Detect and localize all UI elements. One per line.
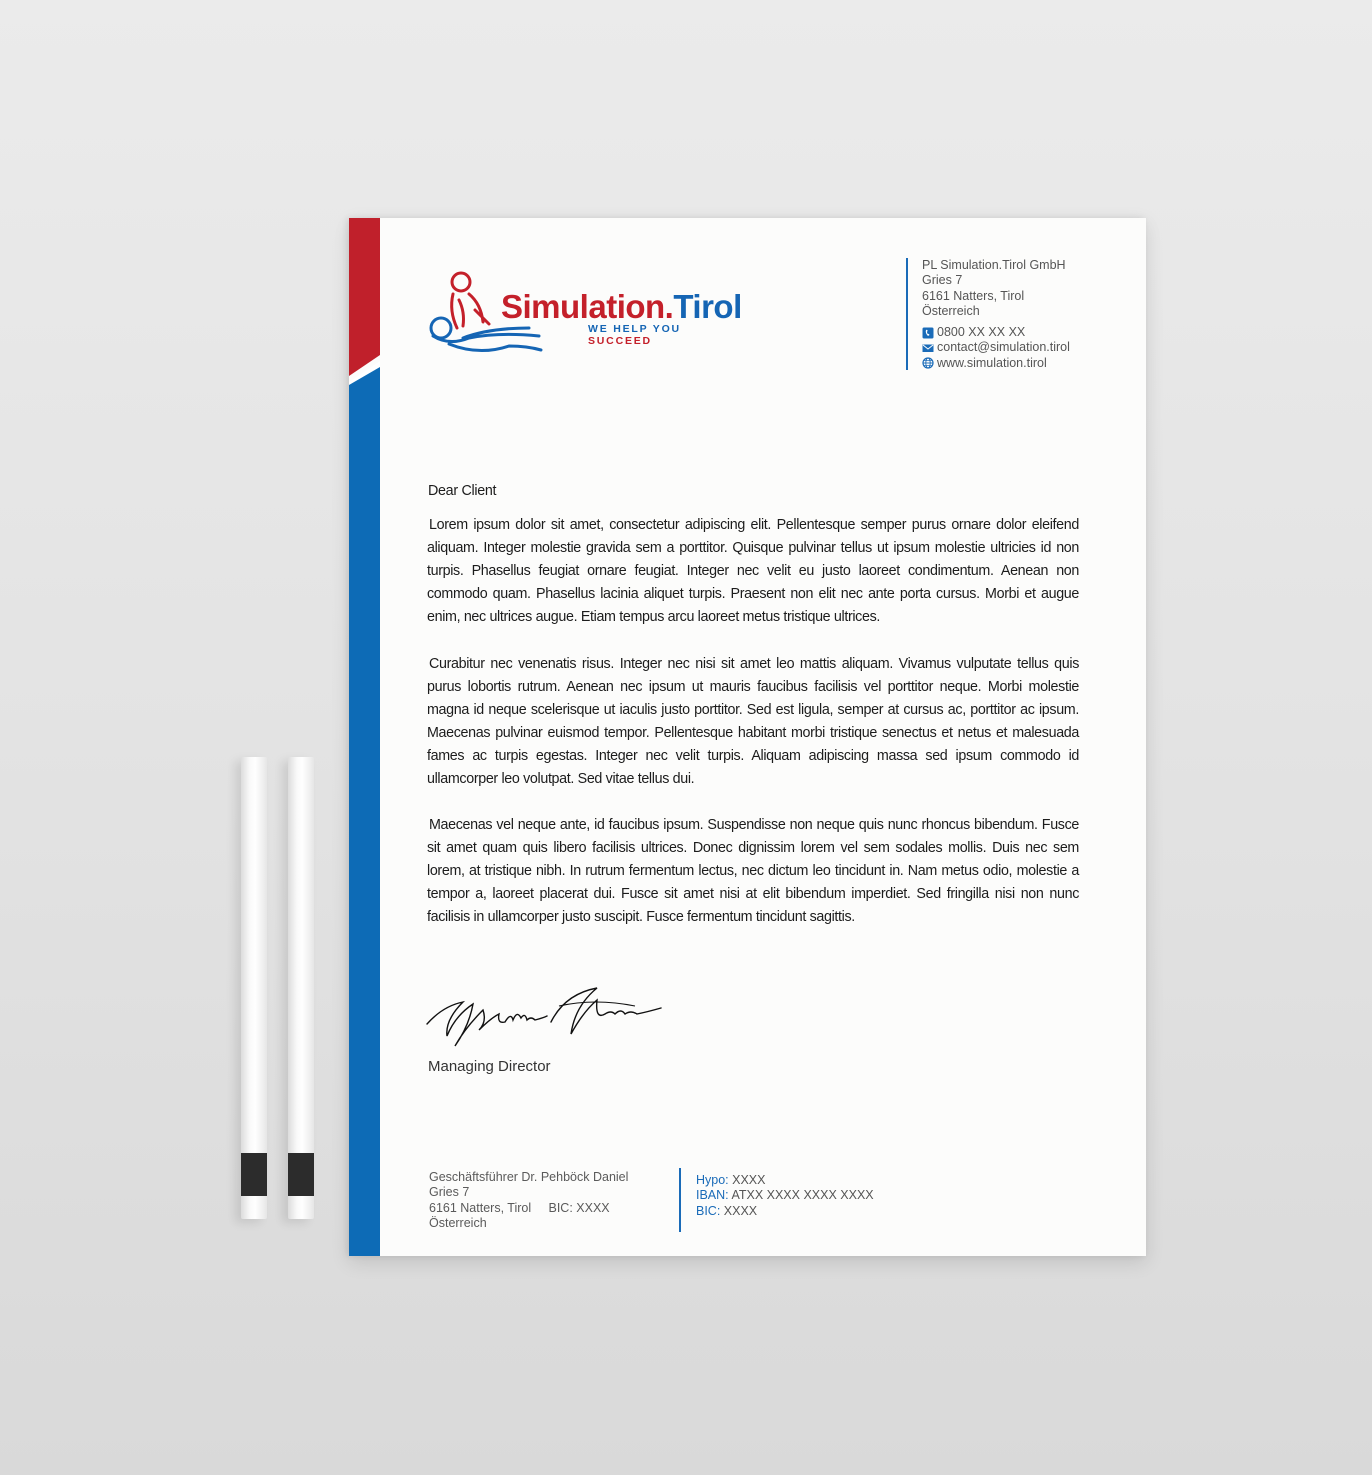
email-link[interactable]: contact@simulation.tirol <box>937 340 1070 355</box>
website-link[interactable]: www.simulation.tirol <box>937 355 1047 370</box>
footer-managing-director: Geschäftsführer Dr. Pehböck Daniel <box>429 1170 629 1184</box>
envelope-icon <box>922 342 934 354</box>
letter-paragraph-3: Maecenas vel neque ante, id faucibus ipsum. Suspendisse non neque quis nunc rhoncus bibendum. Fusce sit amet quam quis libero facilisis ultrices. Donec dignissim lorem vel sem sodales mollis. Duis nec sem lorem, at tristique nibh. In rutrum fermentum lectus, nec dictum leo tincidunt in. Nam metus odio, molestie a tempor a, laoreet placerat dui. Fusce sit amet nisi at elit bibendum imperdiet. Sed fringilla nisi non nunc facilisis in ullamcorper justo suscipit. Fusce fermentum tincidunt sagittis. <box>427 817 1079 925</box>
footer-bic <box>696 1204 874 1219</box>
footer-company-info <box>429 1170 628 1232</box>
header-contact-block <box>906 258 1070 370</box>
logo-tagline <box>588 323 741 347</box>
phone-icon <box>922 327 934 339</box>
iban-value: ATXX XXXX XXXX XXXX <box>728 1188 874 1203</box>
footer-country: Österreich <box>429 1216 487 1231</box>
pen-band <box>241 1153 267 1196</box>
footer-hypo <box>696 1173 874 1188</box>
letter-paragraph-1: Lorem ipsum dolor sit amet, consectetur adipiscing elit. Pellentesque semper purus ornare dolor eleifend aliquam. Integer molestie gravida sem a porttitor. Quisque pulvinar tellus ut ipsum molestie ultricies id non turpis. Phasellus feugiat ornare feugiat. Integer nec velit eu justo laoreet condimentum. Aenean non commodo quam. Phasellus lacinia aliquet turpis. Praesent non elit nec ante porta cursus. Morbi et augue enim, nec ultrices augue. Etiam tempus arcu laoreet metus tristique ultrices. <box>427 517 1079 625</box>
street: Gries 7 <box>922 273 963 288</box>
iban-label: IBAN: <box>696 1188 729 1203</box>
company-logo <box>419 266 741 358</box>
side-color-strip <box>349 218 380 1256</box>
company-name: PL Simulation.Tirol GmbH <box>922 258 1066 272</box>
pen-band <box>288 1153 314 1196</box>
hypo-value: XXXX <box>728 1173 766 1187</box>
logo-wordmark-simulation: Simulation. <box>501 288 674 325</box>
letter-paragraph-2: Curabitur nec venenatis risus. Integer nec nisi sit amet leo mattis aliquam. Vivamus vulputate tellus quis purus lobortis rutrum. Aenean nec ipsum ut mauris faucibus facilisis vel porttitor neque. Morbi molestie magna id neque scelerisque ut iaculis justo porttitor. Sed est ligula, semper at cursus ac, porttitor ac ipsum. Maecenas pulvinar euismod tempor. Pellentesque habitant morbi tristique senectus et netus et malesuada fames ac turpis egestas. Integer nec velit turpis. Aliquam adipiscing massa sed ipsum commodo id ullamcorper leo volutpat. Sed vitae tellus dui. <box>427 656 1079 787</box>
bic-value: XXXX <box>720 1203 758 1218</box>
logo-wordmark-tirol: Tirol <box>673 288 742 325</box>
hypo-label: Hypo: <box>696 1173 729 1187</box>
footer-bank-info <box>696 1173 874 1219</box>
footer-city-bic: 6161 Natters, Tirol BIC: XXXX <box>429 1200 610 1215</box>
tagline-part1: WE HELP YOU <box>588 323 681 335</box>
signature <box>425 976 665 1056</box>
website-row <box>922 356 1070 371</box>
phone-number[interactable]: 0800 XX XX XX <box>937 325 1026 340</box>
letter-greeting: Dear Client <box>428 483 497 499</box>
footer-street: Gries 7 <box>429 1185 470 1200</box>
city: 6161 Natters, Tirol <box>922 288 1025 303</box>
globe-icon <box>922 357 934 369</box>
email-row <box>922 340 1070 355</box>
logo-wordmark <box>501 288 742 326</box>
pen-left <box>241 757 267 1219</box>
footer-divider <box>679 1168 681 1232</box>
bic-label: BIC: <box>696 1203 721 1218</box>
pen-right <box>288 757 314 1219</box>
country: Österreich <box>922 303 980 318</box>
tagline-part2: SUCCEED <box>588 335 652 347</box>
footer-iban <box>696 1188 874 1203</box>
phone-row <box>922 325 1070 340</box>
letterhead-page <box>349 218 1146 1256</box>
signer-role: Managing Director <box>428 1058 551 1075</box>
